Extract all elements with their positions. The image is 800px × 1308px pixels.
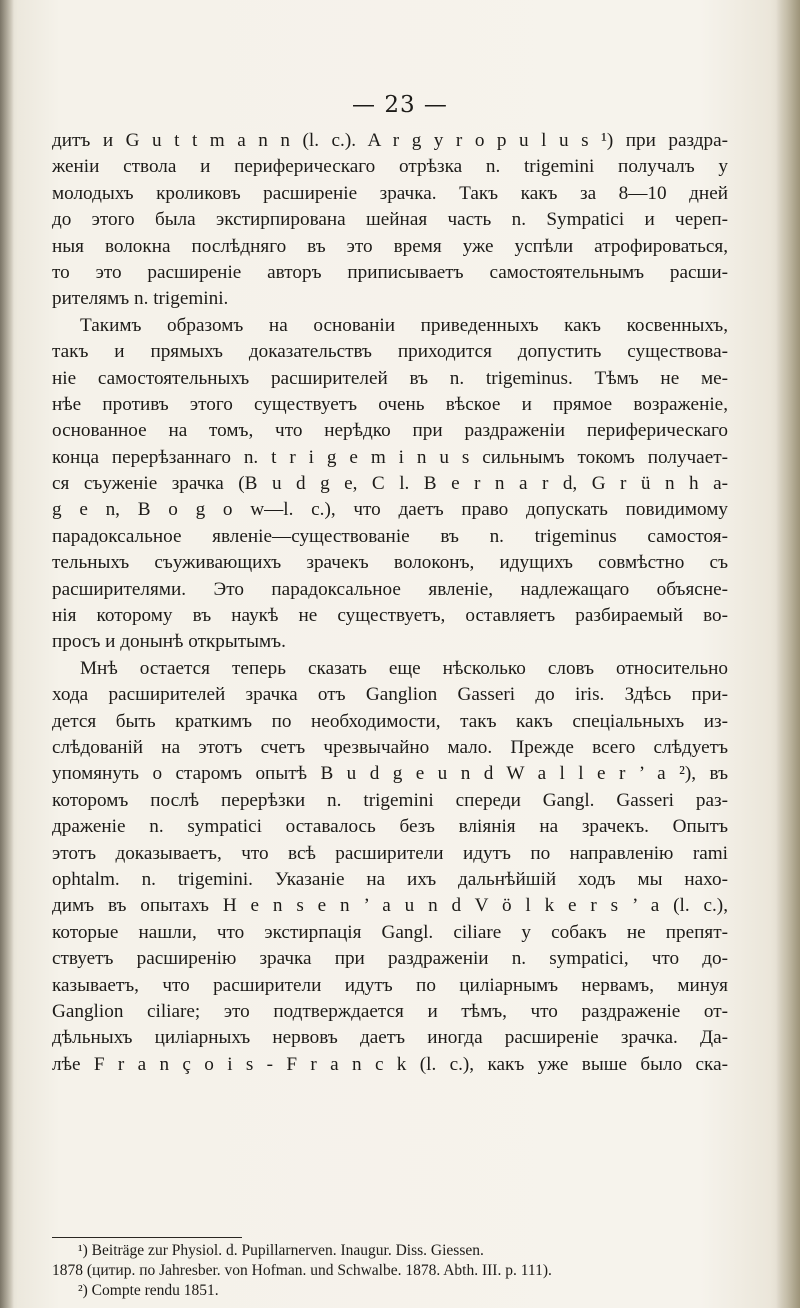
- text-line: расширителями. Это парадоксальное явленіе, надлежащаго объясне-: [52, 578, 728, 600]
- text-line: Ganglion ciliare; это подтверждается и тѣмъ, что раздраженіе от-: [52, 1000, 728, 1022]
- paragraph-start: Такимъ образомъ на основаніи приведенныхъ какъ косвенныхъ,: [80, 314, 728, 336]
- page-edge: [776, 0, 800, 1308]
- text-line: просъ и донынѣ открытымъ.: [52, 631, 286, 653]
- text-line: молодыхъ кроликовъ расширеніе зрачка. Такъ какъ за 8—10 дней: [52, 182, 728, 204]
- text-line: ophtalm. n. trigemini. Указаніе на ихъ дальнѣйшій ходъ мы нахо-: [52, 868, 728, 890]
- text-line: тельныхъ съуживающихъ зрачекъ волоконъ, идущихъ совмѣстно съ: [52, 552, 728, 574]
- text-line: упомянуть о старомъ опытѣ B u d g e u n d W a l l e r ’ a ²), въ: [52, 763, 728, 785]
- text-line: димъ въ опытахъ H e n s e n ’ a u n d V ö l k e r s ’ a (l. c.),: [52, 895, 728, 917]
- text-line: казываетъ, что расширители идутъ по циліарнымъ нервамъ, минуя: [52, 974, 728, 996]
- text-line: дѣльныхъ циліарныхъ нервовъ даетъ иногда расширеніе зрачка. Да-: [52, 1027, 728, 1049]
- text-line: дется быть краткимъ по необходимости, такъ какъ спеціальныхъ из-: [52, 710, 728, 732]
- text-line: ся съуженіе зрачка (B u d g e, C l. B e r n a r d, G r ü n h a-: [52, 473, 728, 495]
- body-text: [52, 128, 728, 1078]
- footnote-2: ²) Compte rendu 1851.: [78, 1282, 219, 1299]
- text-line: рителямъ n. trigemini.: [52, 288, 229, 310]
- text-line: нія которому въ наукѣ не существуетъ, оставляетъ разбираемый во-: [52, 605, 728, 627]
- text-line: основанное на томъ, что нерѣдко при раздраженіи периферическаго: [52, 420, 728, 442]
- text-line: слѣдованій на этотъ счетъ чрезвычайно мало. Прежде всего слѣдуетъ: [52, 736, 728, 758]
- text-line: женіи ствола и периферическаго отрѣзка n. trigemini получалъ у: [52, 156, 728, 178]
- text-line: g e n, B o g o w—l. c.), что даетъ право допускать повидимому: [52, 499, 728, 521]
- text-line: ныя волокна послѣдняго въ это время уже успѣли атрофироваться,: [52, 235, 728, 257]
- text-line: нѣе противъ этого существуетъ очень вѣское и прямое возраженіе,: [52, 393, 728, 415]
- text-line: конца перерѣзаннаго n. t r i g e m i n u s сильнымъ токомъ получает-: [52, 446, 728, 468]
- text-line: ствуетъ расширенію зрачка при раздраженіи n. sympatici, что до-: [52, 948, 728, 970]
- footnote-1-continued: 1878 (цитир. по Jahresber. von Hofman. und Schwalbe. 1878. Abth. III. p. 111).: [52, 1262, 552, 1279]
- text-line: лѣе F r a n ç o i s - F r a n c k (l. c.), какъ уже выше было ска-: [52, 1053, 728, 1075]
- text-line: драженіе n. sympatici оставалось безъ вліянія на зрачекъ. Опытъ: [52, 816, 728, 838]
- text-line: этотъ доказываетъ, что всѣ расширители идутъ по направленію rami: [52, 842, 728, 864]
- text-line: такъ и прямыхъ доказательствъ приходится допустить существова-: [52, 341, 728, 363]
- paragraph-start: Мнѣ остается теперь сказать еще нѣсколько словъ относительно: [80, 657, 728, 679]
- text-line: дитъ и G u t t m a n n (l. c.). A r g y r o p u l u s ¹) при раздра-: [52, 130, 728, 151]
- text-line: хода расширителей зрачка отъ Ganglion Gasseri до iris. Здѣсь при-: [52, 684, 728, 706]
- text-line: ніе самостоятельныхъ расширителей въ n. trigeminus. Тѣмъ не ме-: [52, 367, 728, 389]
- binding-shadow: [0, 0, 14, 1308]
- text-line: которые нашли, что экстирпація Gangl. ciliare у собакъ не препят-: [52, 921, 728, 943]
- footnote-divider: [52, 1237, 242, 1238]
- text-line: то это расширеніе авторъ приписываетъ самостоятельнымъ расши-: [52, 261, 728, 283]
- page-number: — 23 —: [352, 92, 448, 118]
- footnote-1: ¹) Beiträge zur Physiol. d. Pupillarnerven. Inaugur. Diss. Giessen.: [78, 1242, 484, 1259]
- text-line: парадоксальное явленіе—существованіе въ n. trigeminus самостоя-: [52, 525, 728, 547]
- text-line: которомъ послѣ перерѣзки n. trigemini спереди Gangl. Gasseri раз-: [52, 789, 728, 811]
- text-line: до этого была экстирпирована шейная часть n. Sympatici и череп-: [52, 209, 728, 231]
- footnotes: [52, 1241, 728, 1301]
